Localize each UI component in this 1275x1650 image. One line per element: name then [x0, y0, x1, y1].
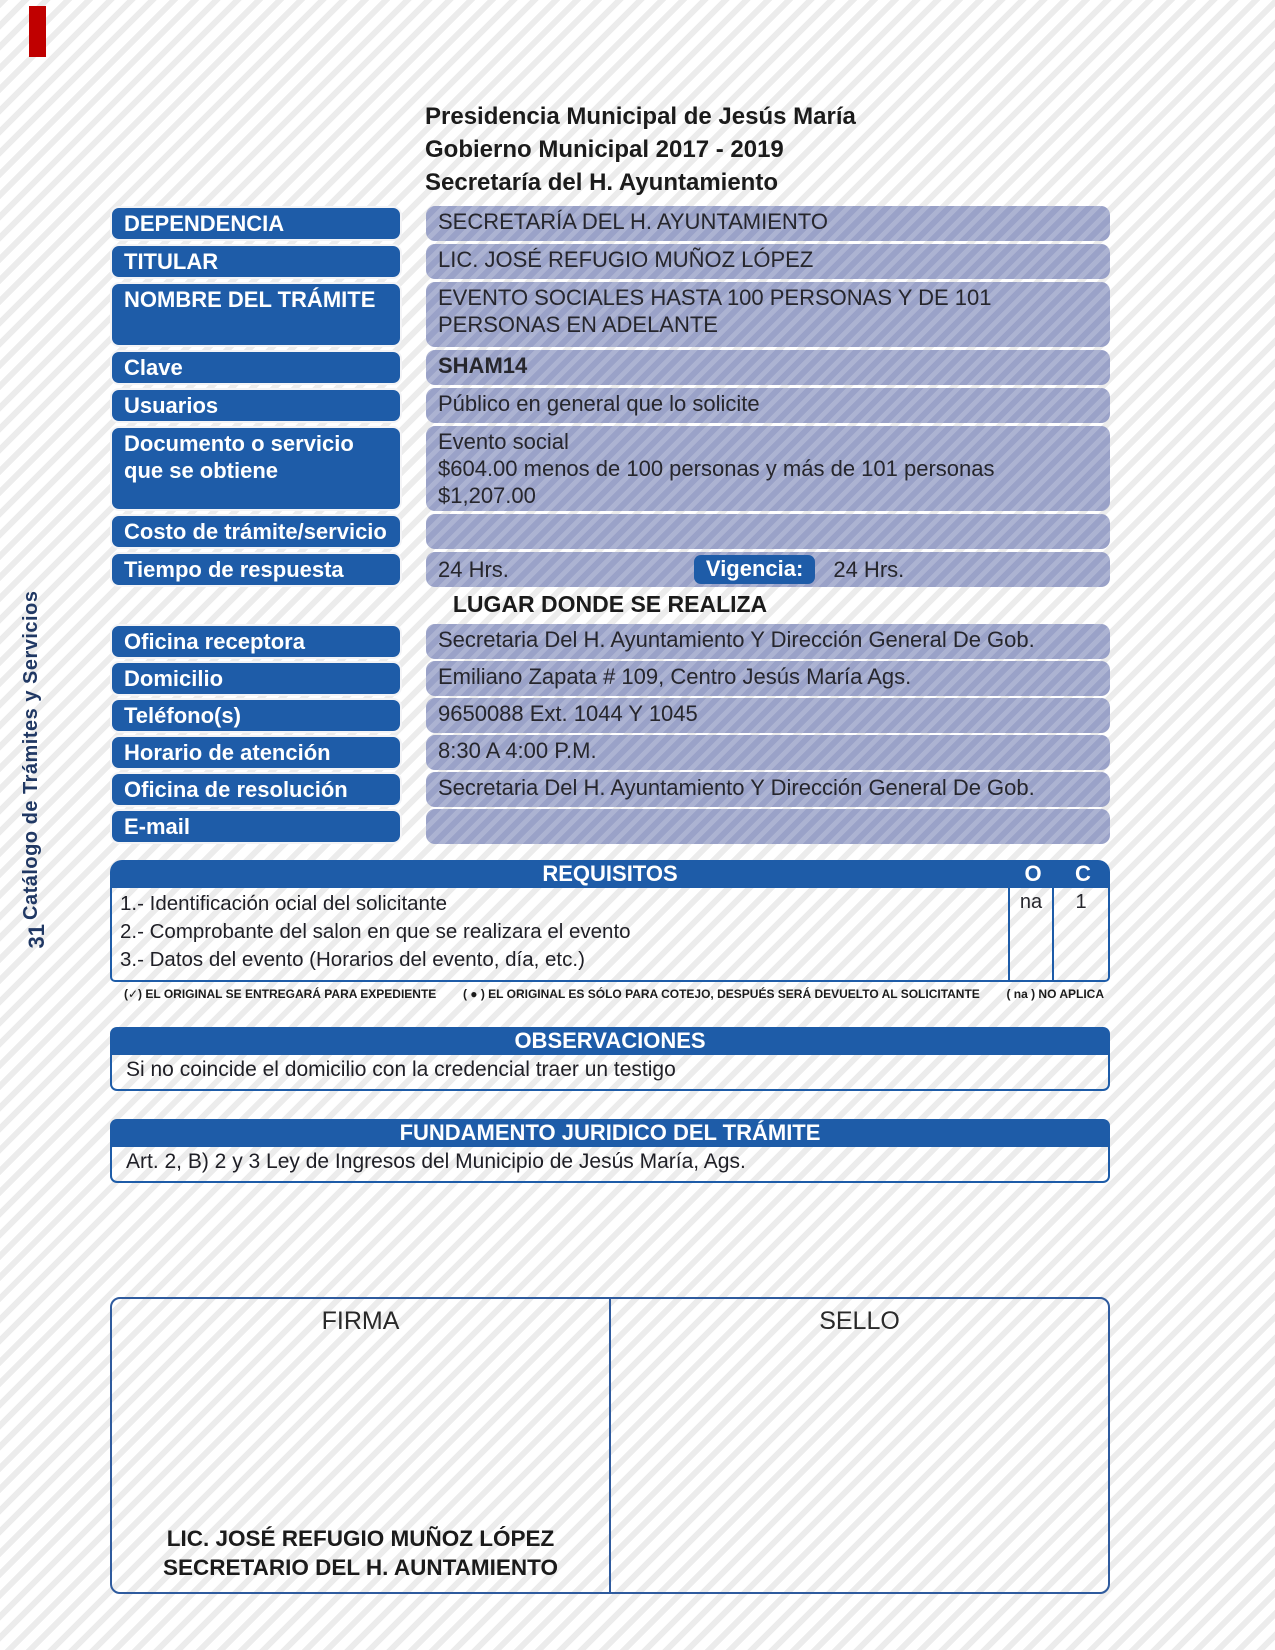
label-documento-servicio: Documento o servicio que se obtiene: [110, 426, 402, 511]
row-domicilio: [110, 661, 1110, 696]
value-tiempo-respuesta: [426, 552, 1110, 587]
value-email: [426, 809, 1110, 844]
row-gap: [402, 809, 426, 844]
row-gap: [402, 661, 426, 696]
firma-role: SECRETARIO DEL H. AUNTAMIENTO: [162, 1555, 558, 1580]
row-gap: [402, 772, 426, 807]
observaciones-text: Si no coincide el domicilio con la credencial traer un testigo: [110, 1055, 1110, 1091]
requisitos-title: REQUISITOS: [542, 861, 678, 886]
label-email: E-mail: [110, 809, 402, 844]
row-gap: [402, 698, 426, 733]
requisitos-col-o-header: O: [1024, 861, 1042, 886]
fundamento-section: [110, 1119, 1110, 1183]
sidebar-catalog-label: Catálogo de Trámites y Servicios: [20, 590, 42, 920]
value-domicilio: Emiliano Zapata # 109, Centro Jesús María Ags.: [426, 661, 1110, 696]
firma-name: LIC. JOSÉ REFUGIO MUÑOZ LÓPEZ: [166, 1526, 555, 1551]
row-horario: [110, 735, 1110, 770]
requisitos-footnotes: [124, 987, 1104, 1007]
footnote-expediente: (✓) EL ORIGINAL SE ENTREGARÁ PARA EXPEDIENTE: [124, 987, 437, 1001]
value-documento-servicio: [426, 426, 1110, 511]
vigencia-label: Vigencia:: [694, 555, 815, 584]
label-costo: Costo de trámite/servicio: [110, 514, 402, 549]
vigencia-value: 24 Hrs.: [833, 557, 905, 582]
footnote-cotejo: ( ● ) EL ORIGINAL ES SÓLO PARA COTEJO, DESPUÉS SERÁ DEVUELTO AL SOLICITANTE: [462, 987, 980, 1001]
value-titular: LIC. JOSÉ REFUGIO MUÑOZ LÓPEZ: [426, 244, 1110, 279]
row-tiempo-respuesta: [110, 552, 1110, 587]
value-clave: SHAM14: [426, 350, 1110, 385]
requisitos-col-c-cell: 1: [1052, 888, 1108, 980]
row-documento-servicio: [110, 426, 1110, 511]
row-titular: [110, 244, 1110, 279]
documento-line-2: $604.00 menos de 100 personas y más de 101 personas $1,207.00: [438, 456, 995, 508]
footnote-no-aplica: ( na ) NO APLICA: [1006, 987, 1104, 1001]
red-accent-mark: [29, 6, 46, 57]
document-header: [425, 100, 1110, 199]
fundamento-text: Art. 2, B) 2 y 3 Ley de Ingresos del Municipio de Jesús María, Ags.: [110, 1147, 1110, 1183]
row-gap: [402, 350, 426, 385]
value-telefonos: 9650088 Ext. 1044 Y 1045: [426, 698, 1110, 733]
row-gap: [402, 426, 426, 511]
row-gap: [402, 514, 426, 549]
row-nombre-tramite: [110, 282, 1110, 347]
firma-sello-box: [110, 1297, 1110, 1594]
fundamento-title: FUNDAMENTO JURIDICO DEL TRÁMITE: [110, 1119, 1110, 1147]
label-dependencia: DEPENDENCIA: [110, 206, 402, 241]
row-clave: [110, 350, 1110, 385]
requisitos-table: [110, 860, 1110, 1007]
value-horario: 8:30 A 4:00 P.M.: [426, 735, 1110, 770]
content-area: [110, 100, 1110, 1594]
section-title-lugar: LUGAR DONDE SE REALIZA: [452, 591, 768, 617]
requisito-item-1: 1.- Identificación ocial del solicitante: [120, 892, 448, 915]
sello-cell: [611, 1299, 1108, 1592]
row-dependencia: [110, 206, 1110, 241]
requisitos-body: [110, 888, 1110, 982]
value-usuarios: Público en general que lo solicite: [426, 388, 1110, 423]
label-usuarios: Usuarios: [110, 388, 402, 423]
tiempo-value: 24 Hrs.: [438, 557, 509, 582]
label-nombre-tramite: NOMBRE DEL TRÁMITE: [110, 282, 402, 347]
label-oficina-resolucion: Oficina de resolución: [110, 772, 402, 807]
label-domicilio: Domicilio: [110, 661, 402, 696]
sello-title: SELLO: [819, 1307, 900, 1335]
row-gap: [402, 735, 426, 770]
row-oficina-resolucion: [110, 772, 1110, 807]
observaciones-title: OBSERVACIONES: [110, 1027, 1110, 1055]
header-line-1: Presidencia Municipal de Jesús María: [425, 103, 856, 130]
label-oficina-receptora: Oficina receptora: [110, 624, 402, 659]
requisitos-col-c-header: C: [1075, 861, 1091, 886]
value-dependencia: SECRETARÍA DEL H. AYUNTAMIENTO: [426, 206, 1110, 241]
row-costo: [110, 514, 1110, 549]
label-titular: TITULAR: [110, 244, 402, 279]
row-oficina-receptora: [110, 624, 1110, 659]
value-oficina-receptora: Secretaria Del H. Ayuntamiento Y Dirección General De Gob.: [426, 624, 1110, 659]
label-telefonos: Teléfono(s): [110, 698, 402, 733]
row-gap: [402, 624, 426, 659]
row-gap: [402, 244, 426, 279]
label-horario: Horario de atención: [110, 735, 402, 770]
row-gap: [402, 388, 426, 423]
value-nombre-tramite: EVENTO SOCIALES HASTA 100 PERSONAS Y DE 101 PERSONAS EN ADELANTE: [426, 282, 1110, 347]
firma-cell: [112, 1299, 611, 1592]
sidebar-page-number: 31: [24, 924, 49, 949]
header-line-2: Gobierno Municipal 2017 - 2019: [425, 136, 784, 163]
firma-title: FIRMA: [321, 1307, 400, 1335]
form-rows: [110, 206, 1110, 844]
requisito-item-3: 3.- Datos del evento (Horarios del evento, día, etc.): [120, 948, 585, 971]
firma-signature-block: [112, 1524, 609, 1592]
value-costo: [426, 514, 1110, 549]
label-clave: Clave: [110, 350, 402, 385]
documento-line-1: Evento social: [438, 429, 569, 454]
row-email: [110, 809, 1110, 844]
header-line-3: Secretaría del H. Ayuntamiento: [425, 169, 778, 196]
row-gap: [402, 552, 426, 587]
requisitos-list: [112, 888, 1008, 980]
row-gap: [402, 206, 426, 241]
row-telefonos: [110, 698, 1110, 733]
requisito-item-2: 2.- Comprobante del salon en que se realizara el evento: [120, 920, 631, 943]
label-tiempo-respuesta: Tiempo de respuesta: [110, 552, 402, 587]
observaciones-section: [110, 1027, 1110, 1091]
requisitos-col-o-cell: na: [1008, 888, 1052, 980]
row-usuarios: [110, 388, 1110, 423]
requisitos-header: [110, 860, 1110, 888]
row-gap: [402, 282, 426, 347]
value-oficina-resolucion: Secretaria Del H. Ayuntamiento Y Dirección General De Gob.: [426, 772, 1110, 807]
